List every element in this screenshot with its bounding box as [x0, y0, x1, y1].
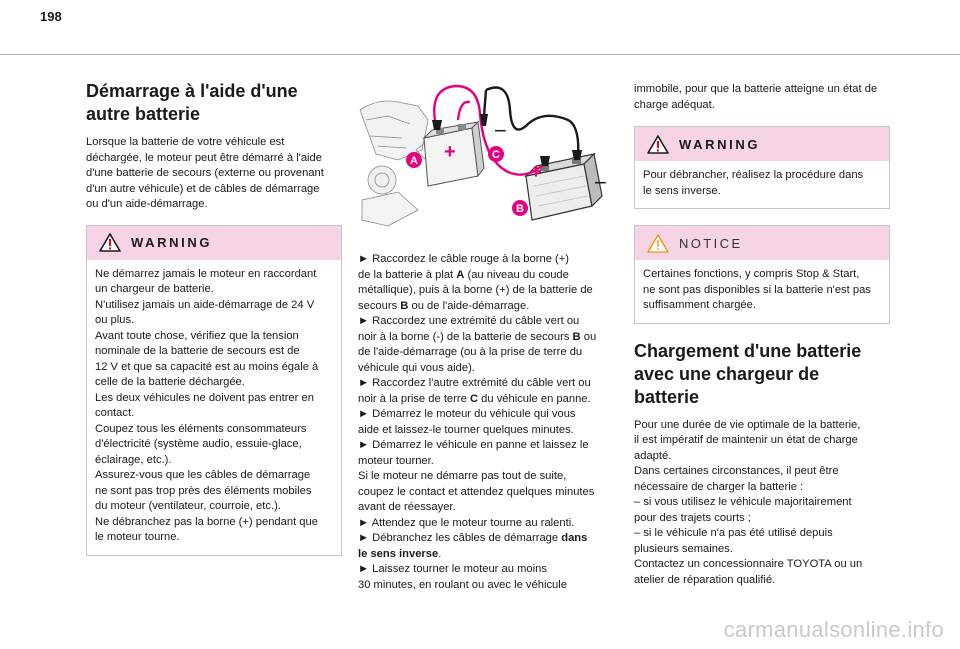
- text-line: ne sont pas trop près des éléments mobiles: [95, 484, 312, 497]
- section-title-battery-charger: [634, 340, 890, 409]
- text-line: Pour une durée de vie optimale de la batterie,: [634, 418, 861, 431]
- text-line: Les deux véhicules ne doivent pas entrer en: [95, 391, 314, 404]
- plus-sign-b: +: [530, 161, 542, 183]
- text-line: suffisamment chargée.: [643, 299, 756, 311]
- text-line: d'électricité (système audio, essuie-glace,: [95, 438, 302, 450]
- text-line: – si le véhicule n'a pas été utilisé depuis: [634, 527, 833, 539]
- notice-callout: [634, 225, 890, 324]
- notice-triangle-icon: [647, 234, 669, 253]
- text-line: immobile, pour que la batterie atteigne un état de: [634, 83, 878, 95]
- section-title-jump-start: [86, 80, 342, 126]
- text-line: ne sont pas disponibles si la batterie n'est pas: [643, 283, 871, 296]
- text-line: Contactez un concessionnaire TOYOTA ou un: [634, 558, 863, 570]
- text-line: ou plus.: [95, 314, 135, 326]
- warning-body: [635, 161, 889, 208]
- intro-paragraph: [86, 135, 342, 213]
- warning-title: WARNING: [679, 136, 761, 152]
- page-number: 198: [40, 9, 62, 24]
- title-line: autre batterie: [86, 104, 201, 124]
- text-line: Si le moteur ne démarre pas tout de suite,: [358, 470, 567, 482]
- minus-sign-b: −: [594, 170, 607, 195]
- text-line: – si vous utilisez le véhicule majoritairement: [634, 496, 852, 508]
- text-line: aide et laissez-le tourner quelques minutes.: [358, 423, 574, 436]
- text-line: éclairage, etc.).: [95, 453, 172, 466]
- text-run: ► Débranchez les câbles de démarrage: [358, 532, 562, 544]
- text-line: [358, 392, 614, 408]
- text-run: du véhicule en panne.: [478, 392, 591, 405]
- text-line: Certaines fonctions, y compris Stop & Start,: [643, 268, 860, 280]
- text-line: du moteur (ventilateur, courroie, etc.).: [95, 500, 281, 512]
- text-line: coupez le contact et attendez quelques minutes: [358, 485, 595, 498]
- watermark: carmanualsonline.info: [723, 617, 944, 642]
- notice-header: [635, 226, 889, 260]
- plus-sign-a: +: [444, 141, 456, 163]
- ref-b: B: [400, 299, 409, 312]
- text-line: contact.: [95, 407, 135, 419]
- text-line: déchargée, le moteur peut être démarré à l'aide: [86, 151, 322, 164]
- marker-c-label: C: [492, 149, 500, 161]
- text-line: Avant toute chose, vérifiez que la tension: [95, 329, 299, 342]
- right-column: [634, 80, 890, 588]
- warning-callout-2: [634, 126, 890, 209]
- jump-start-steps: [358, 252, 614, 593]
- text-line: Coupez tous les éléments consommateurs: [95, 422, 307, 435]
- warning-body: [87, 260, 341, 555]
- warning-triangle-icon: [99, 233, 121, 252]
- text-run: de la batterie à plat: [358, 268, 457, 281]
- warning-callout: [86, 225, 342, 556]
- text-line: le moteur tourne.: [95, 531, 180, 543]
- text-line: adapté.: [634, 449, 672, 462]
- text-line: ou d'un aide-démarrage.: [86, 198, 208, 210]
- charger-paragraph: [634, 418, 890, 589]
- text-line: [358, 268, 614, 284]
- title-line: Chargement d'une batterie: [634, 340, 862, 361]
- text-line: Pour débrancher, réalisez la procédure dans: [643, 169, 864, 181]
- warning-header: [635, 127, 889, 161]
- text-line: Assurez-vous que les câbles de démarrage: [95, 469, 311, 481]
- minus-sign-c: −: [494, 118, 507, 143]
- text-line: charge adéquat.: [634, 98, 715, 111]
- text-line: d'un autre véhicule) et de câbles de démarrage: [86, 182, 320, 195]
- text-line: ► Démarrez le moteur du véhicule qui vous: [358, 408, 576, 420]
- text-line: 30 minutes, en roulant ou avec le véhicule: [358, 578, 567, 591]
- text-line: atelier de réparation qualifié.: [634, 573, 776, 586]
- warning-triangle-icon: [647, 135, 669, 154]
- warning-title: WARNING: [131, 235, 213, 250]
- middle-column: [358, 80, 614, 593]
- text-line: le sens inverse.: [643, 184, 721, 197]
- text-line: [358, 531, 614, 547]
- text-run: .: [438, 547, 442, 560]
- title-line: batterie: [634, 386, 700, 407]
- title-line: avec une chargeur de: [634, 363, 820, 384]
- emphasis: le sens inverse: [358, 547, 439, 560]
- text-run: (au niveau du coude: [464, 268, 569, 281]
- text-line: un chargeur de batterie.: [95, 283, 214, 295]
- text-run: noir à la prise de terre: [358, 392, 470, 405]
- text-line: nominale de la batterie de secours est de: [95, 345, 300, 357]
- text-run: noir à la borne (-) de la batterie de secours: [358, 330, 573, 343]
- text-line: de l'aide-démarrage (ou à la prise de terre du: [358, 346, 583, 358]
- text-line: [358, 330, 614, 346]
- marker-b-label: B: [516, 203, 524, 215]
- text-line: Dans certaines circonstances, il peut être: [634, 465, 839, 477]
- left-column: [86, 80, 342, 556]
- text-line: nécessaire de charger la batterie :: [634, 480, 804, 493]
- text-line: 12 V et que sa capacité est au moins égale à: [95, 360, 319, 373]
- ref-a: A: [456, 268, 465, 281]
- text-line: Lorsque la batterie de votre véhicule est: [86, 136, 285, 148]
- text-line: ► Laissez tourner le moteur au moins: [358, 563, 547, 575]
- text-line: ► Raccordez le câble rouge à la borne (+): [358, 253, 570, 265]
- marker-a-label: A: [410, 155, 418, 167]
- emphasis: dans: [561, 532, 588, 544]
- text-line: moteur tourner.: [358, 454, 434, 467]
- text-line: [358, 547, 614, 563]
- text-line: ► Démarrez le véhicule en panne et laissez le: [358, 439, 589, 451]
- text-line: [358, 299, 614, 315]
- text-line: plusieurs semaines.: [634, 542, 733, 555]
- text-line: d'une batterie de secours (externe ou provenant: [86, 167, 324, 179]
- text-line: N'utilisez jamais un aide-démarrage de 24 V: [95, 298, 315, 311]
- title-line: Démarrage à l'aide d'une: [86, 81, 298, 101]
- ref-b: B: [572, 330, 581, 343]
- text-line: celle de la batterie déchargée.: [95, 376, 245, 388]
- text-run: secours: [358, 299, 401, 312]
- text-line: ► Attendez que le moteur tourne au ralenti.: [358, 516, 575, 529]
- text-line: il est impératif de maintenir un état de charge: [634, 434, 858, 446]
- text-line: ► Raccordez une extrémité du câble vert ou: [358, 315, 580, 327]
- text-line: avant de réessayer.: [358, 501, 456, 513]
- text-line: véhicule qui vous aide).: [358, 361, 475, 374]
- text-line: métallique), puis à la borne (+) de la batterie de: [358, 284, 593, 296]
- ref-c: C: [469, 392, 479, 405]
- notice-title: NOTICE: [679, 235, 743, 251]
- notice-body: [635, 260, 889, 323]
- text-run: ou de l'aide-démarrage.: [408, 299, 530, 312]
- text-line: Ne débranchez pas la borne (+) pendant que: [95, 515, 318, 528]
- warning-header: [87, 226, 341, 260]
- continued-paragraph: [634, 82, 890, 113]
- text-line: pour des trajets courts ;: [634, 511, 751, 524]
- header-rule: [0, 54, 960, 55]
- text-line: Ne démarrez jamais le moteur en raccordant: [95, 267, 317, 280]
- battery-diagram: [358, 80, 614, 230]
- text-run: ou: [580, 330, 597, 343]
- text-line: ► Raccordez l'autre extrémité du câble vert ou: [358, 377, 591, 389]
- jump-start-illustration: [358, 80, 614, 230]
